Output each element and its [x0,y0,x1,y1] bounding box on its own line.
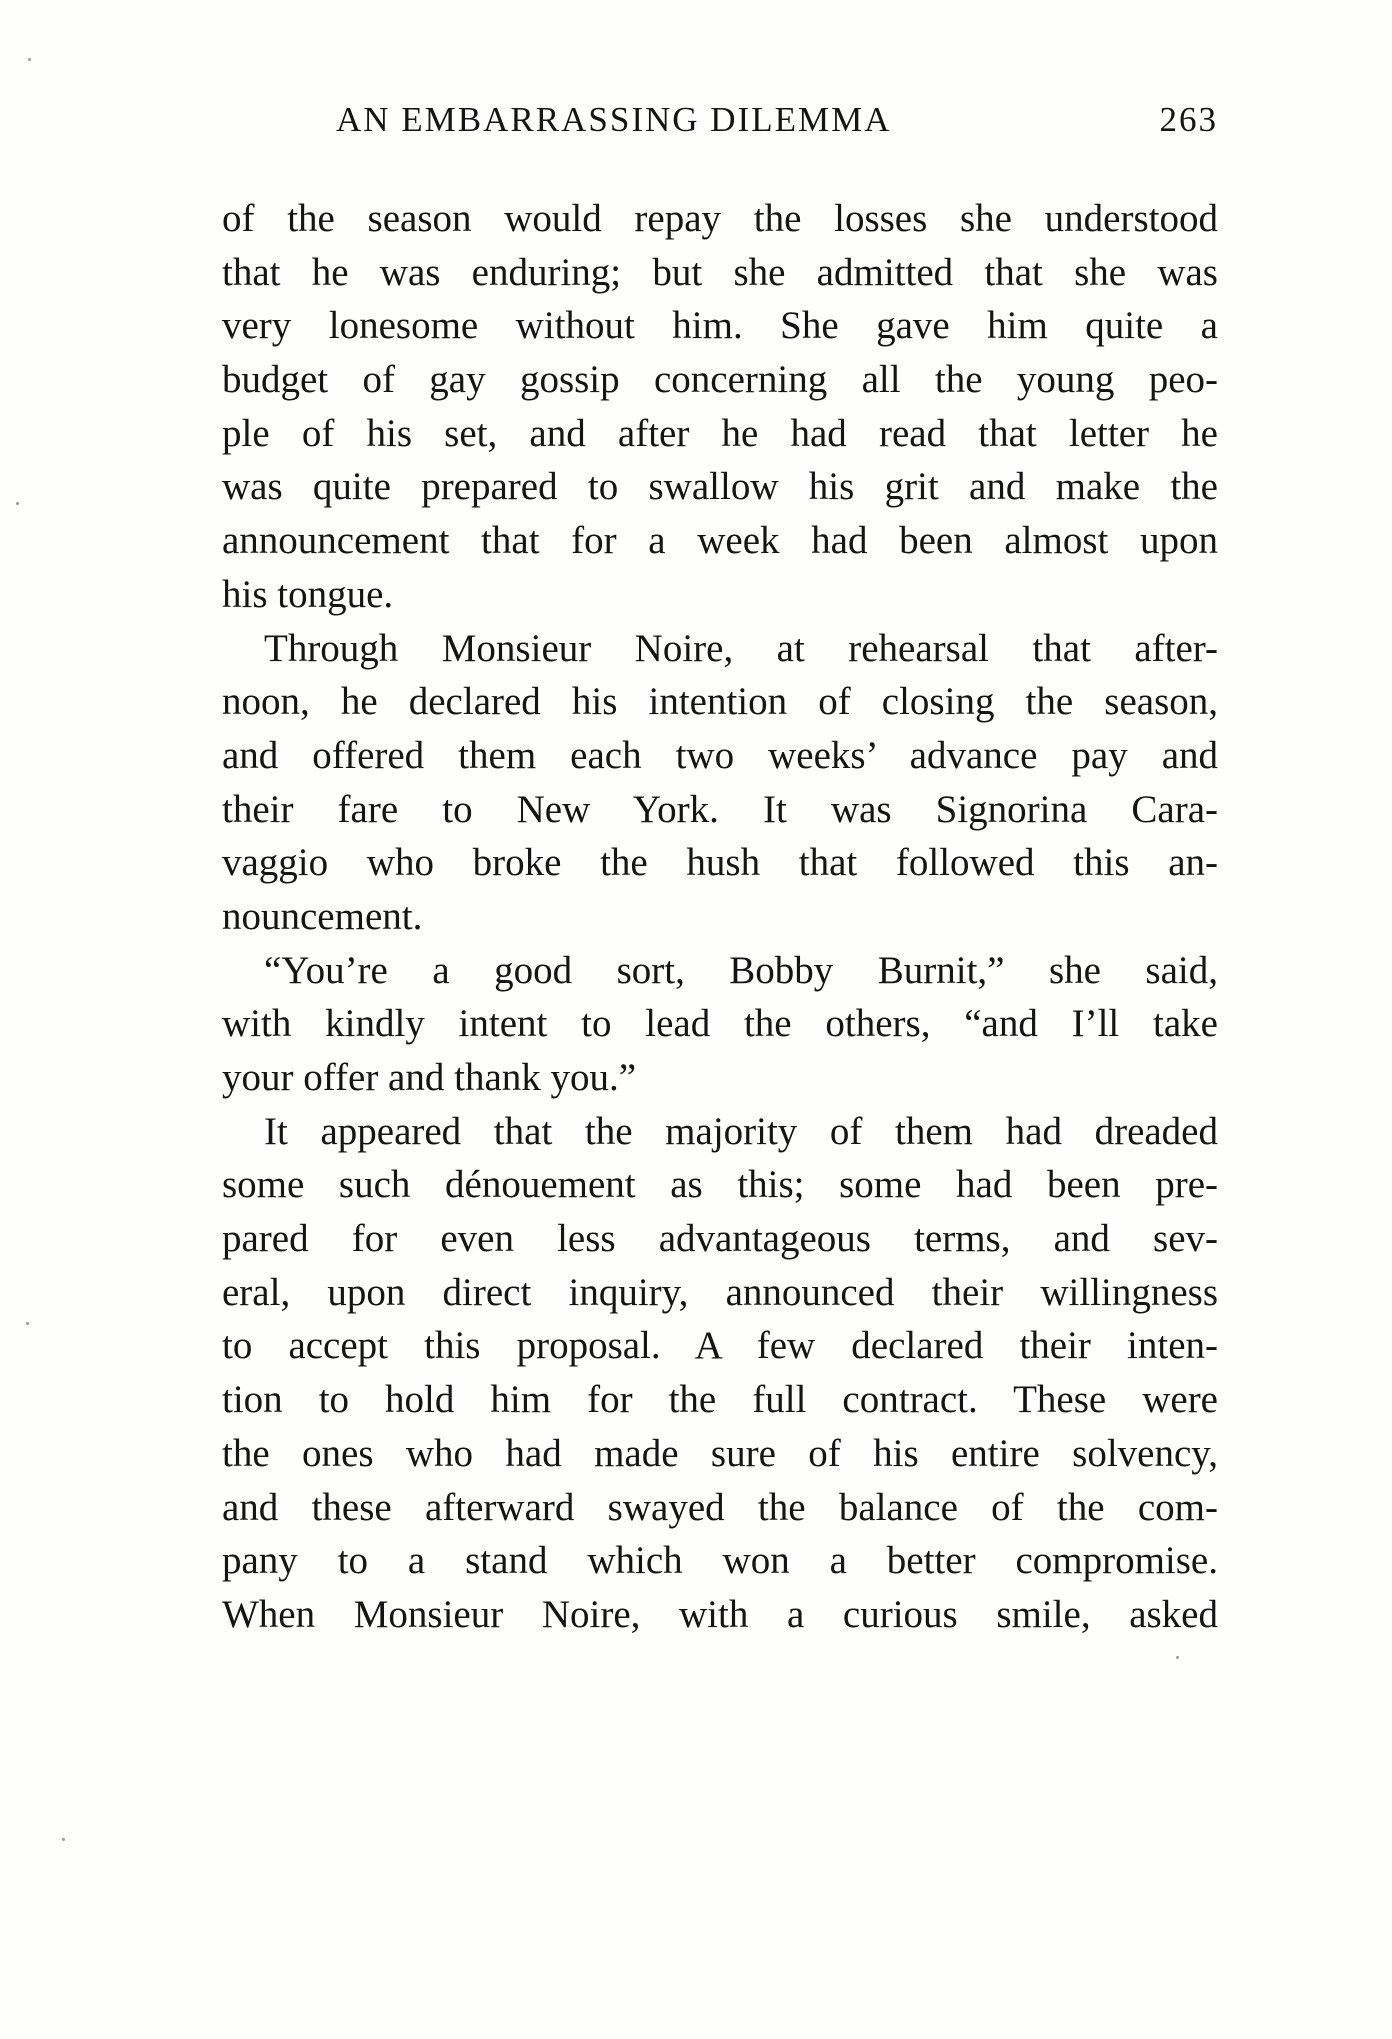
paragraph-4 [222,1105,1218,1642]
text-line: ple of his set, and after he had read that letter he [222,411,1218,455]
text-line: nouncement. [222,894,423,938]
text-line: noon, he declared his intention of closing the season, [222,680,1218,724]
paragraph-1 [222,192,1218,622]
text-line: vaggio who broke the hush that followed this an- [222,841,1218,885]
paper-speck [26,1322,29,1325]
text-line: When Monsieur Noire, with a curious smile, asked [222,1592,1218,1636]
text-line: Through Monsieur Noire, at rehearsal that after- [264,626,1218,670]
text-line: very lonesome without him. She gave him quite a [222,304,1218,348]
text-line: and offered them each two weeks’ advance pay and [222,733,1218,777]
text-line: and these afterward swayed the balance of the com- [222,1485,1218,1529]
body-text [222,192,1218,1642]
paper-speck [16,502,19,505]
text-line: their fare to New York. It was Signorina Cara- [222,787,1218,831]
text-line: some such dénouement as this; some had been pre- [222,1163,1218,1207]
paper-speck [62,1838,65,1841]
text-line: was quite prepared to swallow his grit and make the [222,465,1218,509]
paragraph-2 [222,622,1218,944]
text-line: his tongue. [222,572,394,616]
page-number: 263 [1159,100,1218,139]
running-head [336,100,1218,156]
text-line: pany to a stand which won a better compromise. [222,1539,1218,1583]
text-line: pared for even less advantageous terms, and sev- [222,1217,1218,1261]
text-line: tion to hold him for the full contract. These were [222,1378,1218,1422]
text-line: “You’re a good sort, Bobby Burnit,” she said, [264,948,1218,992]
text-line: announcement that for a week had been almost upon [222,519,1218,563]
running-title: AN EMBARRASSING DILEMMA [336,100,892,139]
text-line: to accept this proposal. A few declared their inten- [222,1324,1218,1368]
text-line: the ones who had made sure of his entire solvency, [222,1431,1218,1475]
text-line: eral, upon direct inquiry, announced their willingness [222,1270,1218,1314]
text-line: budget of gay gossip concerning all the young peo- [222,358,1218,402]
text-line: your offer and thank you.” [222,1056,637,1099]
text-line: It appeared that the majority of them had dreaded [264,1109,1218,1153]
text-line: with kindly intent to lead the others, “and I’ll take [222,1002,1218,1046]
text-line: that he was enduring; but she admitted that she was [222,250,1218,294]
paragraph-3 [222,944,1218,1105]
text-line: of the season would repay the losses she understood [222,197,1218,240]
paper-speck [28,58,31,61]
paper-speck [1176,1656,1179,1659]
